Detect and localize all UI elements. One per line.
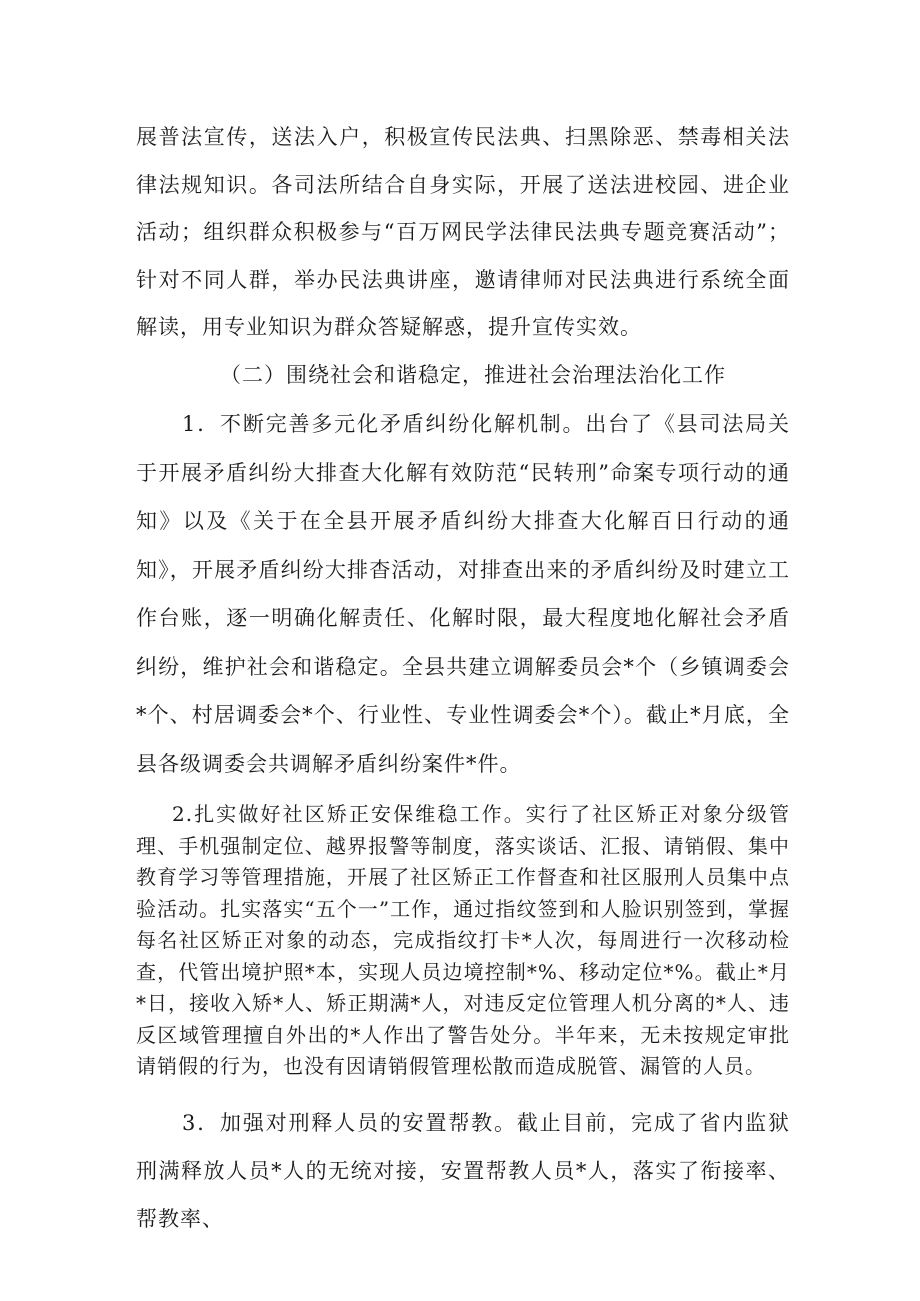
body-paragraph-continued: 展普法宣传，送法入户，积极宣传民法典、扫黑除恶、禁毒相关法律法规知识。各司法所结合自身实际，开展了送法进校园、进企业活动；组织群众积极参与“百万网民学法律民法典专题竞赛活动”；针对不同人群，举办民法典讲座，邀请律师对民法典进行系统全面解读，用专业知识为群众答疑解惑，提升宣传实效。 [136, 125, 790, 339]
body-paragraph-item-1: 1．不断完善多元化矛盾纠纷化解机制。出台了《县司法局关于开展矛盾纠纷大排查大化解有效防范“民转刑”命案专项行动的通知》以及《关于在全县开展矛盾纠纷大排查大化解百日行动的通知》，开展矛盾纠纷大排杳活动，对排查出来的矛盾纠纷及时建立工作台账，逐一明确化解责任、化解时限，最大程度地化解社会矛盾纠纷，维护社会和谐稳定。全县共建立调解委员会*个（乡镇调委会*个、村居调委会*个、行业性、专业性调委会*个）。截止*月底，全县各级调委会共调解矛盾纠纷案件*件。 [136, 412, 790, 776]
body-paragraph-item-3: 3．加强对刑释人员的安置帮教。截止目前，完成了省内监狱刑满释放人员*人的无统对接，安置帮教人员*人，落实了衔接率、帮教率、 [136, 1111, 790, 1231]
section-heading: （二）围绕社会和谐稳定，推进社会治理法治化工作 [220, 363, 726, 387]
body-paragraph-item-2: 2.扎实做好社区矫正安保维稳工作。实行了社区矫正对象分级管理、手机强制定位、越界报警等制度，落实谈话、汇报、请销假、集中教育学习等管理措施，开展了社区矫正工作督查和社区服刑人员集中点验活动。扎实落实“五个一”工作，通过指纹签到和人脸识别签到，掌握每名社区矫正对象的动态，完成指纹打卡*人次，每周进行一次移动检查，代管出境护照*本，实现人员边境控制*%、移动定位*%。截止*月*日，接收入矫*人、矫正期满*人，对违反定位管理人机分离的*人、违反区域管理擅自外出的*人作出了警告处分。半年来，无未按规定审批请销假的行为，也没有因请销假管理松散而造成脱管、漏管的人员。 [136, 802, 790, 1078]
